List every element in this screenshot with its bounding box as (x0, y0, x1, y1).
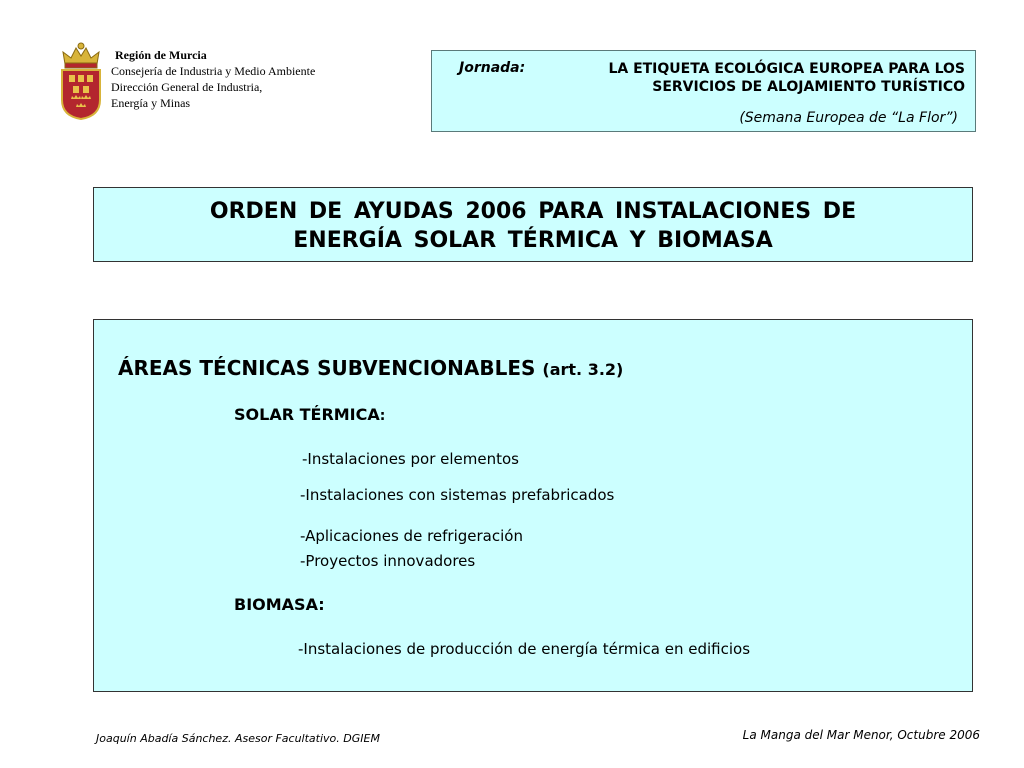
areas-heading-ref: (art. 3.2) (542, 360, 624, 379)
content-box (93, 319, 973, 692)
list-item: -Instalaciones por elementos (302, 450, 519, 468)
title-line-2: ENERGÍA SOLAR TÉRMICA Y BIOMASA (293, 228, 773, 253)
solar-colon: : (379, 408, 386, 424)
jornada-title-line-1: LA ETIQUETA ECOLÓGICA EUROPEA PARA LOS (608, 61, 965, 77)
solar-label: SOLAR TÉRMICA (234, 405, 380, 424)
jornada-title (608, 60, 965, 96)
footer-place-date: La Manga del Mar Menor, Octubre 2006 (742, 728, 980, 742)
region-name: Región de Murcia (115, 48, 207, 62)
list-item: -Instalaciones con sistemas prefabricados (300, 486, 615, 504)
areas-heading-text: ÁREAS TÉCNICAS SUBVENCIONABLES (118, 356, 536, 380)
footer-author: Joaquín Abadía Sánchez. Asesor Facultativo. DGIEM (96, 732, 380, 745)
region-crest-icon (59, 42, 103, 120)
page-title (93, 187, 973, 262)
list-item: -Aplicaciones de refrigeración (300, 527, 523, 545)
organization-block (111, 47, 315, 111)
jornada-title-line-2: SERVICIOS DE ALOJAMIENTO TURÍSTICO (652, 79, 965, 95)
solar-heading (234, 405, 385, 424)
areas-heading (118, 356, 623, 380)
org-line-3: Energía y Minas (111, 96, 191, 110)
jornada-subtitle: (Semana Europea de “La Flor”) (739, 110, 958, 126)
list-item: -Proyectos innovadores (300, 552, 476, 570)
org-line-2: Dirección General de Industria, (111, 80, 263, 94)
org-line-1: Consejería de Industria y Medio Ambiente (111, 64, 316, 78)
title-line-1: ORDEN DE AYUDAS 2006 PARA INSTALACIONES DE (209, 199, 857, 224)
jornada-box (431, 50, 976, 132)
list-item: -Instalaciones de producción de energía térmica en edificios (298, 640, 751, 658)
biomasa-heading: BIOMASA: (234, 595, 325, 614)
jornada-label: Jornada: (459, 60, 526, 76)
